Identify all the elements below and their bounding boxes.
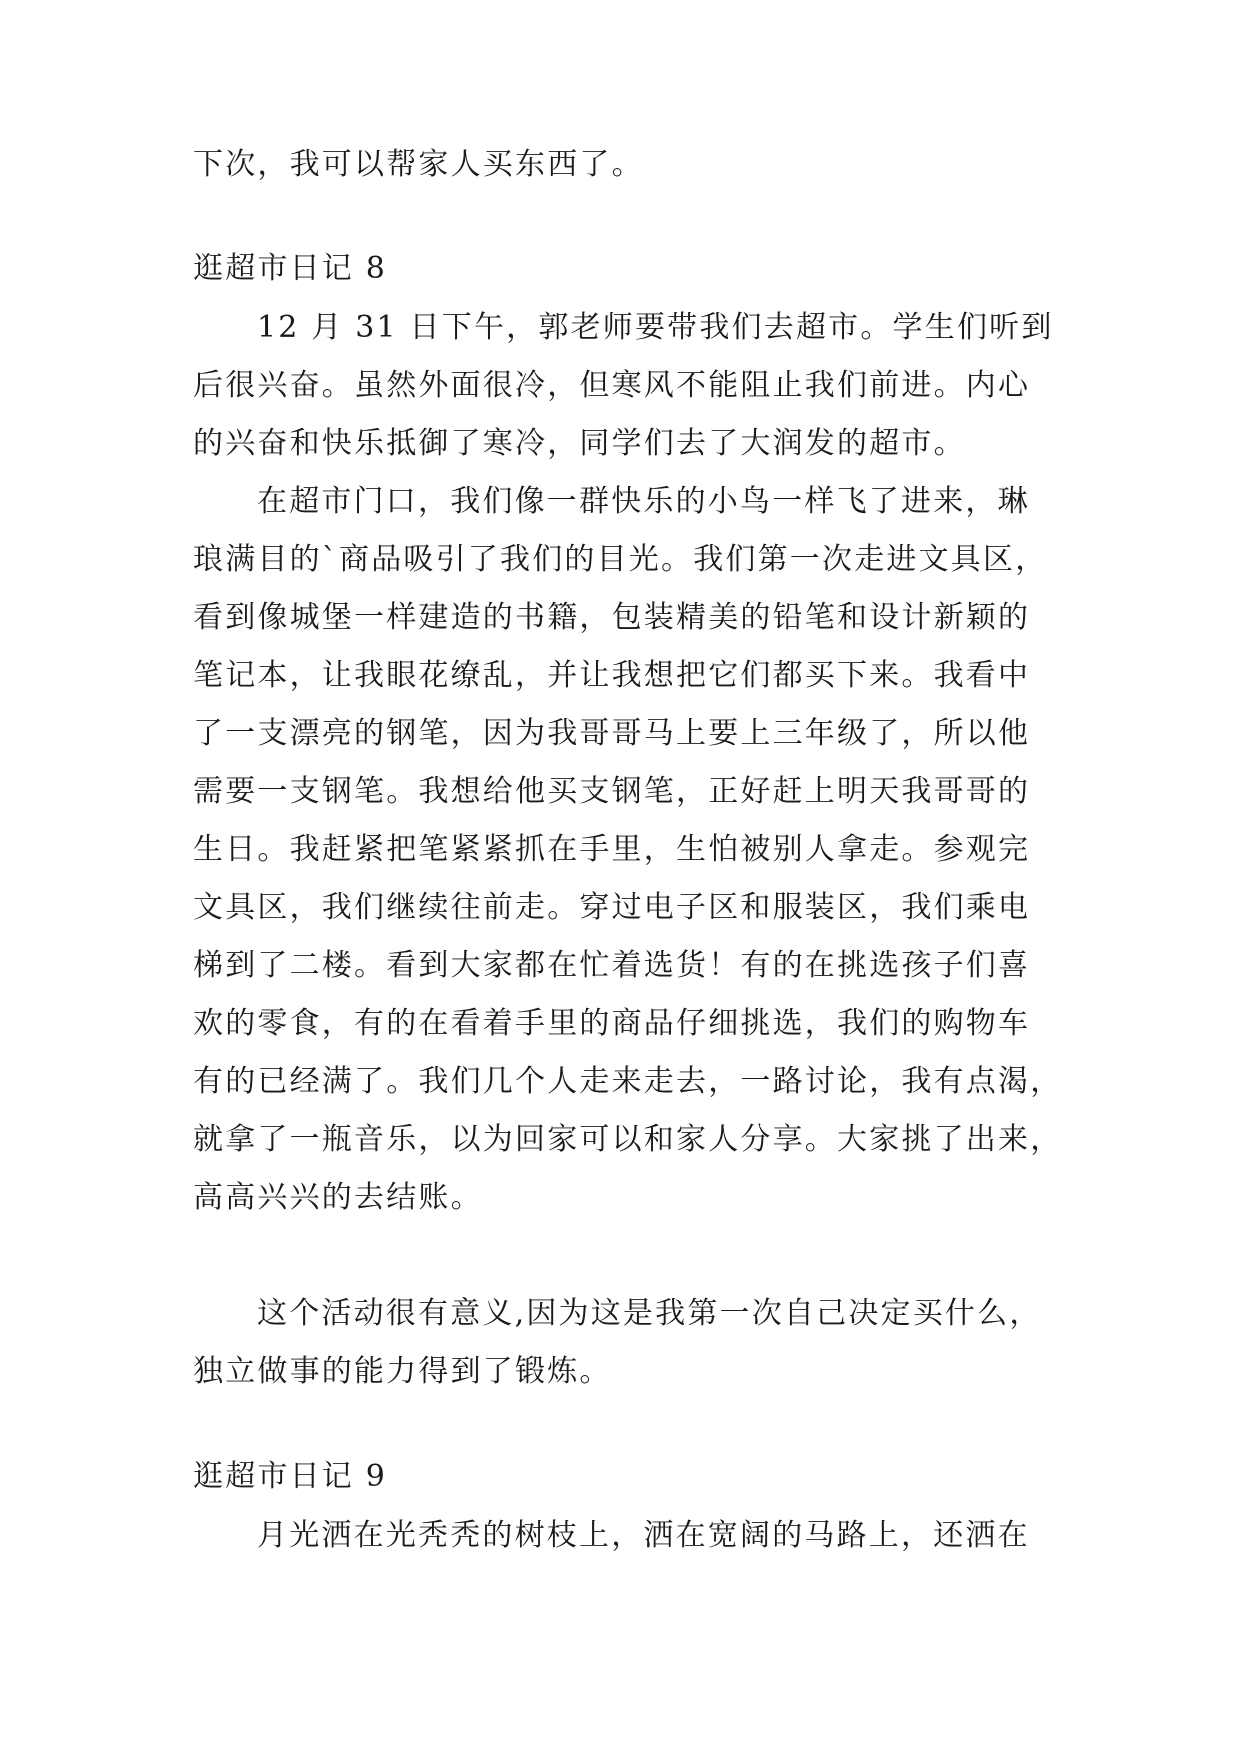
text-line: 需要一支钢笔。我想给他买支钢笔，正好赶上明天我哥哥的 bbox=[193, 774, 1031, 809]
text-line: 月光洒在光秃秃的树枝上，洒在宽阔的马路上，还洒在 bbox=[257, 1518, 1030, 1553]
text-line: 生日。我赶紧把笔紧紧抓在手里，生怕被别人拿走。参观完 bbox=[193, 832, 1031, 867]
diary9-paragraph-1 bbox=[193, 1507, 1063, 1565]
diary8-paragraph-3 bbox=[193, 1285, 1063, 1401]
diary8-paragraph-2 bbox=[193, 473, 1063, 1285]
text-line: 12 月 31 日下午，郭老师要带我们去超市。学生们听到 bbox=[257, 310, 1054, 345]
text-line: 下次，我可以帮家人买东西了。 bbox=[193, 147, 644, 182]
text-line: 笔记本，让我眼花缭乱，并让我想把它们都买下来。我看中 bbox=[193, 658, 1031, 693]
text-line: 了一支漂亮的钢笔，因为我哥哥马上要上三年级了，所以他 bbox=[193, 716, 1031, 751]
diary9-title: 逛超市日记 9 bbox=[193, 1459, 388, 1494]
text-line: 在超市门口，我们像一群快乐的小鸟一样飞了进来，琳 bbox=[257, 484, 1030, 519]
text-line: 文具区，我们继续往前走。穿过电子区和服装区，我们乘电 bbox=[193, 890, 1031, 925]
diary8-paragraph-1 bbox=[193, 299, 1063, 473]
text-line: 看到像城堡一样建造的书籍，包装精美的铅笔和设计新颖的 bbox=[193, 600, 1031, 635]
text-line: 高高兴兴的去结账。 bbox=[193, 1180, 483, 1215]
text-line: 欢的零食，有的在看着手里的商品仔细挑选，我们的购物车 bbox=[193, 1006, 1031, 1041]
text-line: 琅满目的`商品吸引了我们的目光。我们第一次走进文具区， bbox=[193, 542, 1048, 577]
text-line: 独立做事的能力得到了锻炼。 bbox=[193, 1354, 612, 1389]
text-line: 就拿了一瓶音乐，以为回家可以和家人分享。大家挑了出来， bbox=[193, 1122, 1063, 1157]
text-line: 梯到了二楼。看到大家都在忙着选货！有的在挑选孩子们喜 bbox=[193, 948, 1031, 983]
intro-text bbox=[193, 136, 1063, 194]
text-line bbox=[193, 1227, 1063, 1285]
text-line: 这个活动很有意义,因为这是我第一次自己决定买什么， bbox=[257, 1296, 1042, 1331]
text-line: 有的已经满了。我们几个人走来走去，一路讨论，我有点渴， bbox=[193, 1064, 1063, 1099]
diary8-title: 逛超市日记 8 bbox=[193, 251, 388, 286]
text-line: 的兴奋和快乐抵御了寒冷，同学们去了大润发的超市。 bbox=[193, 426, 966, 461]
text-line: 后很兴奋。虽然外面很冷，但寒风不能阻止我们前进。内心 bbox=[193, 368, 1031, 403]
